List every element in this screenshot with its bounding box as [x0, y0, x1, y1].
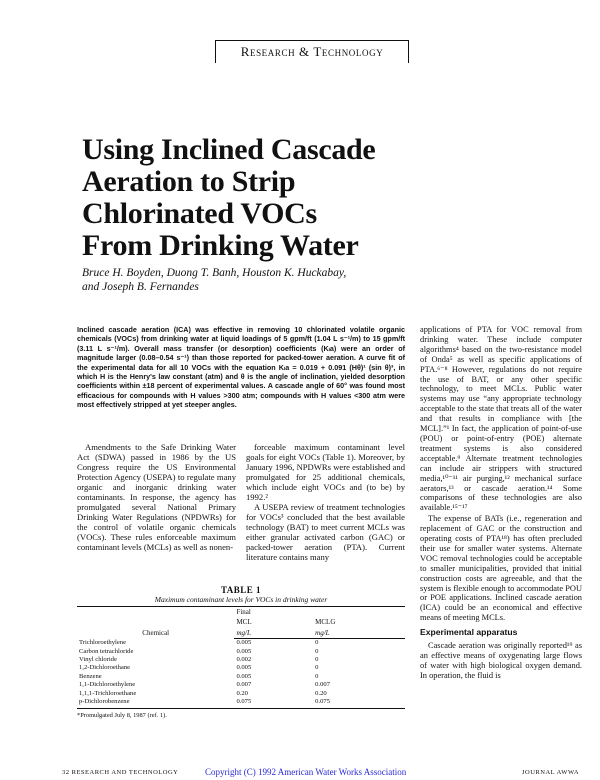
section-heading: Experimental apparatus: [420, 627, 518, 638]
copyright-notice: Copyright (C) 1992 American Water Works Association: [205, 767, 407, 777]
paragraph: forceable maximum contaminant level goals for eight VOCs (Table 1). Moreover, by January 1996, NPDWRs were established and promulgated for 25 additional chemicals, which include eight VOCs and (to be) by 1992.²: [246, 442, 405, 502]
cell-mclg: 0.20: [315, 689, 327, 697]
cell-chemical: p-Dichlorobenzene: [77, 698, 234, 709]
table-row: [77, 681, 405, 689]
page-footer-right: JOURNAL AWWA: [522, 769, 580, 776]
cell-chemical: Benzene: [79, 672, 102, 680]
page-footer-left: 32 RESEARCH AND TECHNOLOGY: [62, 769, 179, 776]
mcl-table: [77, 606, 405, 709]
author-list: [82, 266, 442, 294]
article-title: [82, 134, 462, 262]
table-caption: Maximum contaminant levels for VOCs in drinking water: [154, 595, 328, 604]
body-column-1: [77, 442, 236, 552]
paragraph: applications of PTA for VOC removal from drinking water. These include computer algorithms⁴ based on the two-resistance model of Onda⁵ as well as specific applications of PTA.⁶⁻⁸ However, regulations do not require the use of BAT, or any other specific technology, to meet MCLs. Public water systems may use “any appropriate technology acceptable to the state that treats all of the water and that results in compliance with [the MCL].”¹ In fact, the application of point-of-use (POU) or point-of-entry (POE) alternate treatment systems is also considered acceptable.⁹ Alternate treatment technologies can include air strippers with structured media,¹⁰⁻¹¹ air purging,¹² mechanical surface aerators,¹³ or cascade aeration.¹⁴ Some comparisons of these technologies are also available.¹⁵⁻¹⁷: [420, 325, 582, 513]
paragraph: A USEPA review of treatment technologies for VOCs³ concluded that the best available technology (BAT) to meet current MCLs was either granular activated carbon (GAC) or packed-tower aeration (PTA). Current literature contains many: [246, 502, 405, 562]
title-line: Aeration to Strip: [82, 165, 296, 198]
table-row: [77, 698, 405, 709]
cell-mclg: 0: [315, 647, 319, 655]
column-header-mcl-line: Final: [234, 607, 313, 618]
cell-chemical: Carbon tetrachloride: [79, 647, 134, 655]
section-header: Research & Technology: [215, 40, 409, 63]
table-row: [77, 690, 405, 698]
cell-mcl: 0.075: [234, 698, 313, 709]
cell-mclg: 0: [315, 672, 319, 680]
cell-mcl: 0.005: [236, 672, 252, 680]
paragraph: Cascade aeration was originally reported¹⁹ as an effective means of oxygenating large flows of water with high biological oxygen demand. In operation, the fluid is: [420, 641, 582, 680]
column-header-mclg-unit: mg/L: [313, 628, 405, 639]
column-header-mclg: MCLG: [315, 618, 336, 627]
column-header-mcl-unit: mg/L: [234, 628, 313, 639]
title-line: From Drinking Water: [82, 229, 359, 262]
cell-chemical: 1,1-Dichloroethylene: [79, 681, 136, 689]
cell-mclg: 0.007: [315, 681, 330, 689]
paragraph: The expense of BATs (i.e., regeneration and replacement of GAC or the construction and operating costs of PTA¹⁸) has often precluded their use for smaller water systems. Alternate VOC removal technologies could be acceptable to smaller municipalities, provided that initial construction costs are agreeable, and that the system is flexible enough to accommodate POU or POE applications. Inclined cascade aeration (ICA) could be an economical and effective means of meeting MCLs.: [420, 514, 582, 623]
cell-mcl: 0.20: [236, 689, 248, 697]
table-row: [77, 648, 405, 656]
cell-mclg: 0: [315, 656, 319, 664]
cell-mcl: 0.002: [236, 656, 252, 664]
cell-mclg: 0.075: [313, 698, 405, 709]
table-row: [77, 673, 405, 681]
cell-mcl: 0.005: [236, 639, 252, 647]
cell-mcl: 0.007: [236, 681, 252, 689]
authors-line: Bruce H. Boyden, Duong T. Banh, Houston K. Huckabay,: [82, 267, 347, 279]
column-header-blank: [313, 607, 405, 618]
cell-chemical: Vinyl chloride: [79, 656, 117, 664]
cell-chemical: Trichloroethylene: [79, 638, 127, 646]
paragraph: Amendments to the Safe Drinking Water Act (SDWA) passed in 1986 by the US Congress require the US Environmental Protection Agency (USEPA) to regulate many organic and inorganic drinking water contaminants. In response, the agency has promulgated several National Primary Drinking Water Regulations (NPDWRs) for the control of volatile organic chemicals (VOCs). These rules enforceable maximum contaminant levels (MCLs) as well as nonen-: [77, 442, 236, 552]
cell-mclg: 0: [315, 664, 319, 672]
column-header-mcl-line: MCL: [236, 618, 252, 627]
title-line: Chlorinated VOCs: [82, 197, 317, 230]
cell-chemical: 1,2-Dichloroethane: [79, 664, 131, 672]
cell-mclg: 0: [315, 639, 319, 647]
body-column-2: [246, 442, 405, 562]
abstract: Inclined cascade aeration (ICA) was effective in removing 10 chlorinated volatile organic chemicals (VOCs) from drinking water at liquid loadings of 5 gpm/ft (1.04 L s⁻¹/m) to 15 gpm/ft (3.11 L s⁻¹/m). Overall mass transfer (or desorption) coefficients (Kₗa) were an order of magnitude larger (0.08–0.54 s⁻¹) than those reported for packed-tower aeration. A curve fit of the experimental data for all 10 VOCs with the equation Kₗa = 0.019 + 0.091 (Hθ)¹ (sin θ)³, in which H is the Henry's law constant (atm) and θ is the angle of inclination, yielded desorption coefficients within ±18 percent of experimental values. A cascade angle of 60° was found most efficacious for compounds with H values >300 atm; compounds with H values <300 atm were most effectively stripped at yet steeper angles.: [77, 325, 405, 410]
table-1: [77, 585, 405, 719]
table-row: [77, 656, 405, 664]
table-row: [77, 639, 405, 648]
title-line: Using Inclined Cascade: [82, 133, 376, 166]
table-footnote: *Promulgated July 8, 1987 (ref. 1).: [77, 712, 167, 720]
cell-mcl: 0.005: [236, 664, 252, 672]
authors-line: and Joseph B. Fernandes: [82, 281, 199, 293]
cell-mcl: 0.005: [236, 647, 252, 655]
cell-chemical: 1,1,1-Trichloroethane: [79, 689, 137, 697]
table-row: [77, 664, 405, 672]
body-column-3: [420, 325, 582, 681]
column-header-chemical: Chemical: [77, 607, 234, 639]
table-title: TABLE 1: [220, 585, 262, 595]
